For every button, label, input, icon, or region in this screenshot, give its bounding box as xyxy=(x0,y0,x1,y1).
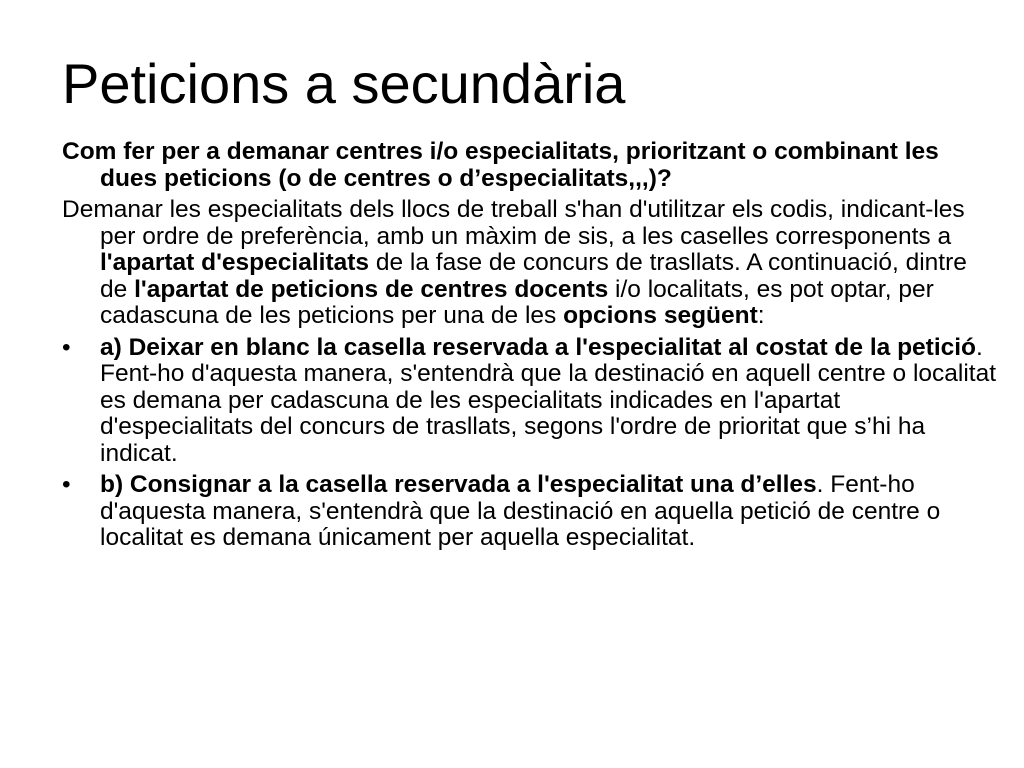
bullet-bold-a: a) Deixar en blanc la casella reservada a l'especialitat al costat de la petició xyxy=(100,333,977,361)
intro-text-3: i/o localitats, es pot optar, per cadascuna de les peticions per una de les xyxy=(100,275,934,329)
bullet-item-a xyxy=(62,335,997,468)
bullet-body-b: . Fent-ho d'aquesta manera, s'entendrà que la destinació en aquella petició de centre o localitat es demana únicament per aquella especialitat. xyxy=(100,471,941,551)
intro-bold-1: l'apartat d'especialitats xyxy=(100,249,370,276)
intro-text-4: : xyxy=(757,302,765,329)
bullet-body-a: . Fent-ho d'aquesta manera, s'entendrà que la destinació en aquell centre o localitat es demana per cadascuna de les especialitats indicades en l'apartat d'especialitats del concurs de trasllats, segons l'ordre de prioritat que s’hi ha indicat. xyxy=(100,333,997,467)
question-paragraph xyxy=(62,139,997,192)
slide-title: Peticions a secundària xyxy=(62,52,626,115)
intro-bold-2: l'apartat de peticions de centres docents xyxy=(134,275,609,303)
intro-text-2: de la fase de concurs de trasllats. A continuació, dintre de xyxy=(100,249,967,303)
intro-bold-3: opcions següent xyxy=(563,302,758,329)
bullet-icon: • xyxy=(62,471,71,498)
question-text: Com fer per a demanar centres i/o especialitats, prioritzant o combinant les dues peticions (o de centres o d’especialitats,,,)? xyxy=(62,138,939,192)
bullet-icon: • xyxy=(62,333,71,361)
intro-paragraph xyxy=(62,197,997,330)
intro-text-1: Demanar les especialitats dels llocs de treball s'han d'utilitzar els codis, indicant-les per ordre de preferència, amb un màxim de sis, a les caselles corresponents a xyxy=(62,196,965,250)
bullet-text-b xyxy=(100,472,997,552)
bullet-bold-b: b) Consignar a la casella reservada a l'especialitat una d’elles xyxy=(100,471,817,498)
bullet-item-b xyxy=(62,472,997,552)
bullet-text-a xyxy=(100,335,997,468)
slide-body xyxy=(62,139,997,557)
